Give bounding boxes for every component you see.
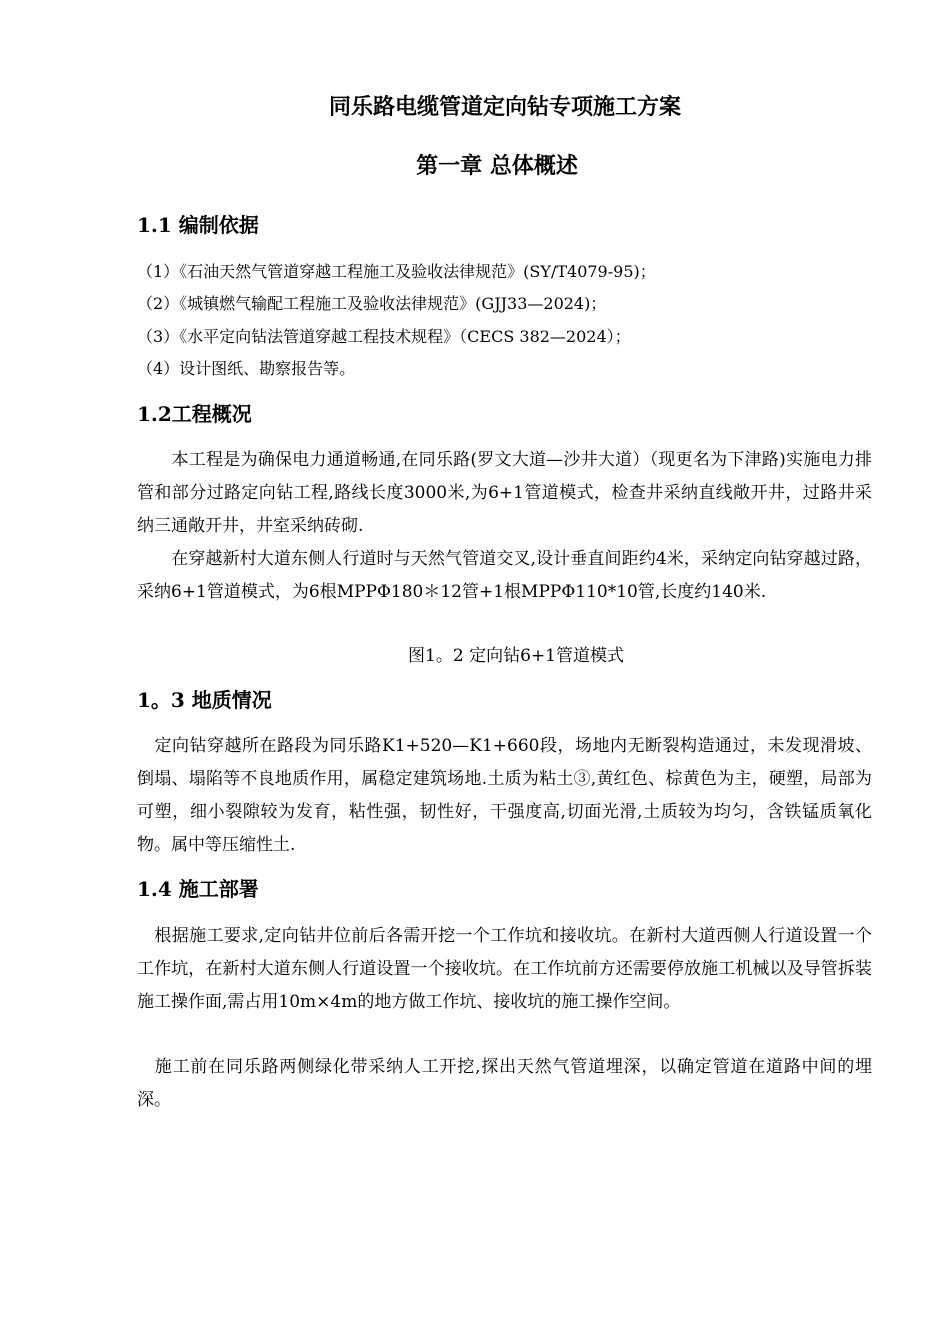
chapter-title: 第一章 总体概述 — [416, 153, 578, 179]
paragraph-1-4-b: 施工前在同乐路两侧绿化带采纳人工开挖,探出天然气管道埋深，以确定管道在道路中间的埋深。 — [137, 1057, 872, 1110]
section-heading-1-4: 1.4 施工部署 — [137, 877, 259, 901]
section-heading-1-3: 1。3 地质情况 — [137, 688, 272, 712]
figure-caption: 图1。2 定向钻6+1管道模式 — [408, 646, 624, 666]
paragraph-1-2-b: 在穿越新村大道东侧人行道时与天然气管道交叉,设计垂直间距约4米，采纳定向钻穿越过路，采纳6+1管道模式，为6根MPPΦ180＊12管+1根MPPΦ110*10管,长度约140米. — [137, 549, 872, 602]
section-heading-1-1: 1.1 编制依据 — [137, 213, 259, 237]
reference-item-4: （4）设计图纸、勘察报告等。 — [137, 359, 356, 378]
paragraph-1-4-a: 根据施工要求,定向钻井位前后各需开挖一个工作坑和接收坑。在新村大道西侧人行道设置一个工作坑，在新村大道东侧人行道设置一个接收坑。在工作坑前方还需要停放施工机械以及导管拆装施工操作面,需占用10m×4m的地方做工作坑、接收坑的施工操作空间。 — [137, 926, 872, 1012]
reference-item-2: （2）《城镇燃气输配工程施工及验收法律规范》(GJJ33—2024)； — [137, 294, 607, 313]
reference-item-3: （3）《水平定向钻法管道穿越工程技术规程》（CECS 382—2024）； — [137, 327, 631, 346]
paragraph-1-3: 定向钻穿越所在路段为同乐路K1+520—K1+660段，场地内无断裂构造通过，未发现滑坡、倒塌、塌陷等不良地质作用，属稳定建筑场地.土质为粘土③,黄红色、棕黄色为主，硬塑，局部为可塑，细小裂隙较为发育，粘性强，韧性好，干强度高,切面光滑,土质较为均匀，含铁锰质氧化物。属中等压缩性土. — [137, 736, 872, 855]
reference-item-1: （1）《石油天然气管道穿越工程施工及验收法律规范》(SY/T4079-95)； — [137, 262, 656, 281]
document-title: 同乐路电缆管道定向钻专项施工方案 — [328, 94, 681, 120]
section-heading-1-2: 1.2工程概况 — [137, 402, 252, 426]
paragraph-1-2-a: 本工程是为确保电力通道畅通,在同乐路(罗文大道—沙井大道）（现更名为下津路)实施电力排管和部分过路定向钻工程,路线长度3000米,为6+1管道模式，检查井采纳直线敞开井，过路井采纳三通敞开井，井室采纳砖砌. — [137, 450, 872, 536]
